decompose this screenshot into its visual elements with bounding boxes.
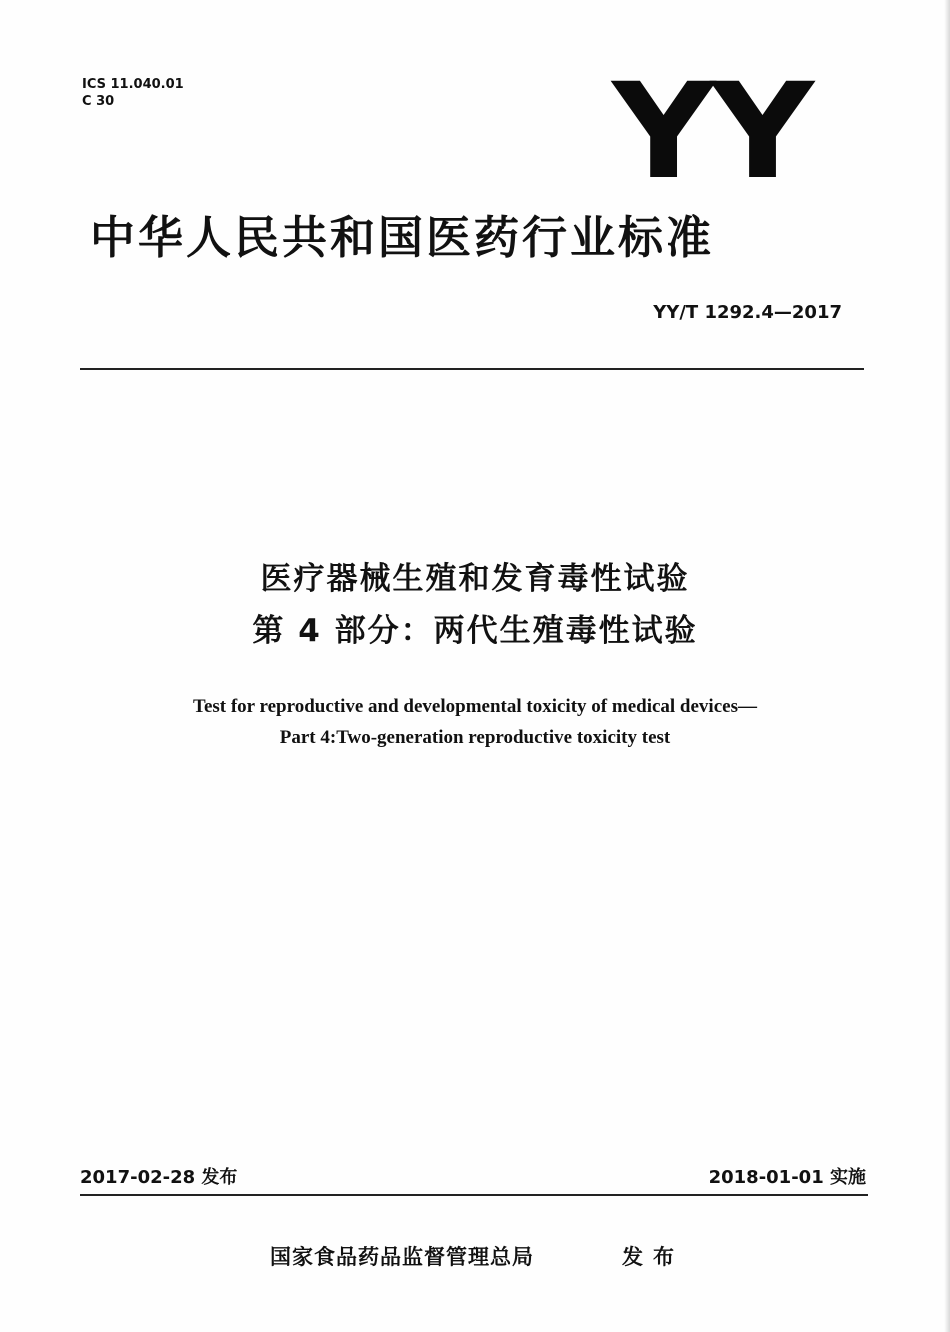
english-title-line-2: Part 4:Two-generation reproductive toxicity test bbox=[279, 727, 671, 748]
classification-codes bbox=[82, 76, 184, 110]
standard-mark-logo: YY bbox=[612, 55, 810, 209]
implementation-date: 2018-01-01 实施 bbox=[708, 1167, 866, 1188]
publish-label: 发布 bbox=[622, 1245, 684, 1269]
english-title bbox=[0, 691, 950, 753]
footer-divider bbox=[80, 1194, 868, 1196]
chinese-title-line-1: 医疗器械生殖和发育毒性试验 bbox=[260, 561, 690, 597]
page-edge-shadow bbox=[944, 0, 950, 1332]
standard-number: YY/T 1292.4—2017 bbox=[653, 302, 842, 323]
publisher-name: 国家食品药品监督管理总局 bbox=[270, 1245, 534, 1269]
header-divider bbox=[80, 368, 864, 370]
english-title-line-1: Test for reproductive and developmental toxicity of medical devices— bbox=[193, 696, 757, 717]
ccs-code: C 30 bbox=[82, 94, 115, 109]
issue-date: 2017-02-28 发布 bbox=[80, 1167, 238, 1188]
ics-code: ICS 11.040.01 bbox=[82, 77, 184, 92]
chinese-title-line-2: 第 4 部分：两代生殖毒性试验 bbox=[252, 613, 698, 649]
chinese-title bbox=[0, 553, 950, 657]
organization-title: 中华人民共和国医药行业标准 bbox=[90, 211, 715, 264]
